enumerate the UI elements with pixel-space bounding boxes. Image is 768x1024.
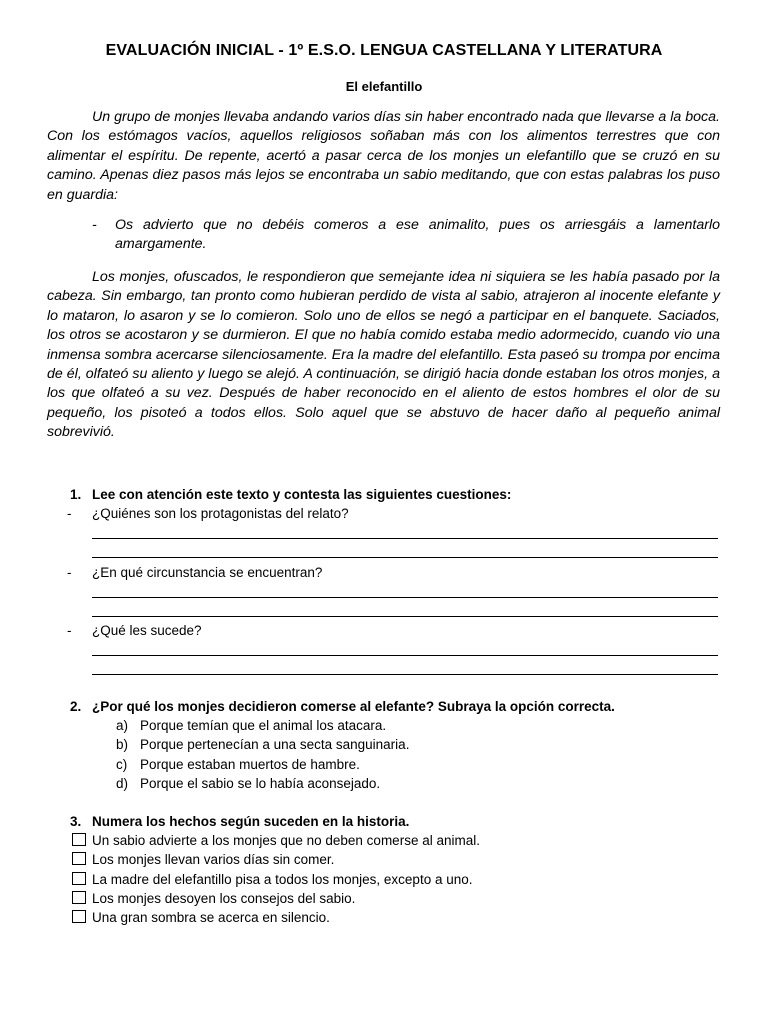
- question-2-number: 2.: [70, 699, 82, 714]
- number-checkbox[interactable]: [72, 852, 86, 865]
- question-1-item: - ¿Qué les sucede?: [67, 623, 202, 638]
- question-3-item: Una gran sombra se acerca en silencio.: [72, 910, 330, 925]
- story-paragraph-1: Un grupo de monjes llevaba andando varios días sin haber encontrado nada que llevarse a la boca. Con los estómagos vacíos, aquellos religiosos soñaban más con los alimentos terrestres que con alimentar el espíritu. De repente, acertó a pasar cerca de los monjes un elefantillo que se cruzó en su camino. Apenas diez pasos más lejos se encontraba un sabio meditando, que con estas palabras los puso en guardia:: [47, 109, 720, 203]
- question-2-option[interactable]: c) Porque estaban muertos de hambre.: [116, 757, 360, 772]
- dialog-text: Os advierto que no debéis comeros a ese animalito, pues os arriesgáis a lamentarlo amargamente.: [115, 217, 720, 253]
- question-1-item-text: ¿Quiénes son los protagonistas del relato?: [92, 506, 349, 521]
- number-checkbox[interactable]: [72, 910, 86, 923]
- number-checkbox[interactable]: [72, 833, 86, 846]
- question-3-item: Los monjes llevan varios días sin comer.: [72, 852, 334, 867]
- question-2-option[interactable]: d) Porque el sabio se lo había aconsejado.: [116, 776, 381, 791]
- question-2-text: ¿Por qué los monjes decidieron comerse al elefante? Subraya la opción correcta.: [92, 699, 615, 714]
- question-3-number: 3.: [70, 814, 82, 829]
- question-2-heading: [70, 699, 615, 714]
- answer-line[interactable]: [92, 557, 718, 558]
- page-title: EVALUACIÓN INICIAL - 1º E.S.O. LENGUA CASTELLANA Y LITERATURA: [105, 42, 663, 59]
- question-3-text: Numera los hechos según suceden en la historia.: [92, 814, 410, 829]
- answer-line[interactable]: [92, 674, 718, 675]
- question-3-item: Un sabio advierte a los monjes que no deben comerse al animal.: [72, 833, 480, 848]
- dialog-dash: -: [92, 217, 97, 233]
- question-1-heading: [70, 487, 511, 502]
- question-2-option[interactable]: b) Porque pertenecían a una secta sanguinaria.: [116, 737, 410, 752]
- question-3-heading: [70, 814, 409, 829]
- answer-line[interactable]: [92, 538, 718, 539]
- question-3-item: Los monjes desoyen los consejos del sabio.: [72, 891, 355, 906]
- question-1-item: - ¿En qué circunstancia se encuentran?: [67, 565, 323, 580]
- answer-line[interactable]: [92, 655, 718, 656]
- question-1-number: 1.: [70, 487, 82, 502]
- number-checkbox[interactable]: [72, 891, 86, 904]
- question-1-text: Lee con atención este texto y contesta las siguientes cuestiones:: [92, 487, 512, 502]
- question-1-item: - ¿Quiénes son los protagonistas del relato?: [67, 506, 349, 521]
- story-dialog: [92, 216, 720, 255]
- story-title: El elefantillo: [345, 79, 423, 94]
- story-paragraph-2: Los monjes, ofuscados, le respondieron que semejante idea ni siquiera se les había pasado por la cabeza. Sin embargo, tan pronto como hubieran perdido de vista al sabio, atrajeron al inocente elefante y lo mataron, lo asaron y se lo comieron. Solo uno de ellos se negó a participar en el banquete. Saciados, los otros se acostaron y se durmieron. El que no había comido estaba medio adormecido, cuando vio una inmensa sombra acercarse silenciosamente. Era la madre del elefantillo. Esta paseó su trompa por encima de él, olfateó su aliento y luego se alejó. A continuación, se dirigió hacia donde estaban los otros monjes, a los que olfateó a su vez. Después de haber reconocido en el aliento de estos hombres el olor de su pequeño, los pisoteó a todos ellos. Solo aquel que se abstuvo de hacer daño al pequeño animal sobrevivió.: [47, 269, 720, 441]
- number-checkbox[interactable]: [72, 872, 86, 885]
- answer-line[interactable]: [92, 597, 718, 598]
- question-2-option[interactable]: a) Porque temían que el animal los atacara.: [116, 718, 387, 733]
- question-1-item-text: ¿En qué circunstancia se encuentran?: [92, 565, 323, 580]
- answer-line[interactable]: [92, 616, 718, 617]
- question-3-item: La madre del elefantillo pisa a todos los monjes, excepto a uno.: [72, 872, 473, 887]
- question-1-item-text: ¿Qué les sucede?: [92, 623, 202, 638]
